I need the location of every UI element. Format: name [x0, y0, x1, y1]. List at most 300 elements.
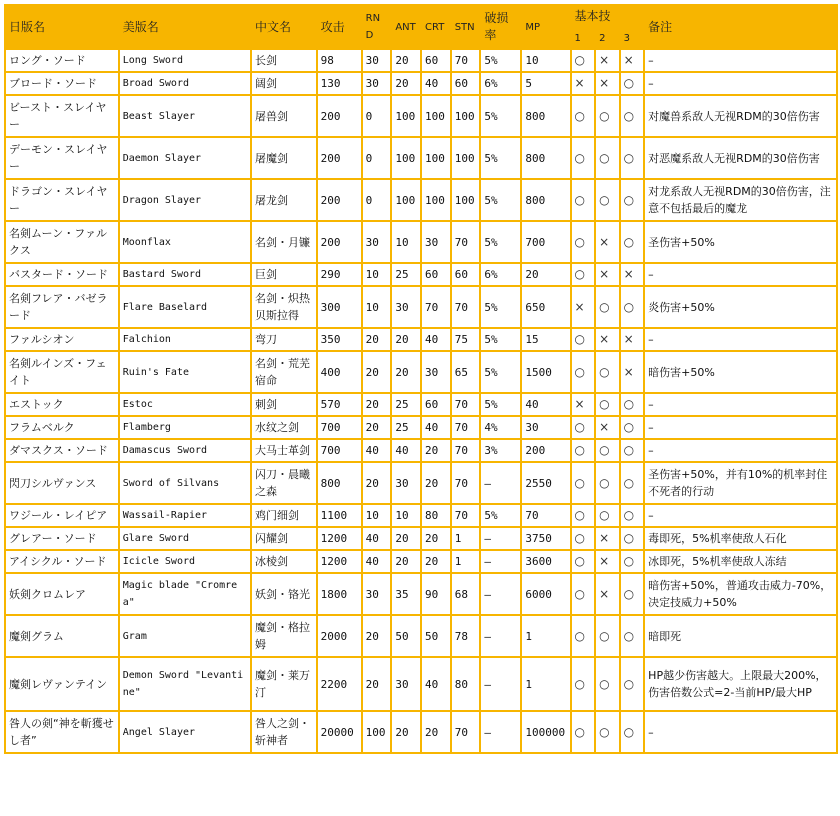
mp-cell: 1500	[522, 352, 569, 392]
skill-3-cell	[621, 658, 644, 710]
rnd-cell: 30	[363, 50, 391, 71]
mp-cell: 1	[522, 658, 569, 710]
crt-cell: 30	[422, 352, 450, 392]
jp-name-cell: ドラゴン・スレイヤー	[6, 180, 118, 220]
jp-name-cell: 咎人の剣“神を斬獲せし者”	[6, 712, 118, 752]
weapon-table-body	[6, 50, 836, 752]
crt-cell: 80	[422, 505, 450, 526]
break-rate-cell: –	[481, 658, 520, 710]
jp-name-cell: ブロード・ソード	[6, 73, 118, 94]
skill-1-cell	[572, 138, 595, 178]
skill-3-mark: ×	[623, 332, 634, 346]
us-name-cell: Beast Slayer	[120, 96, 250, 136]
header-attack: 攻击	[318, 6, 361, 48]
note-cell: –	[645, 264, 836, 285]
header-rnd: RND	[363, 6, 391, 48]
rnd-cell: 40	[363, 551, 391, 572]
skill-1-cell	[572, 528, 595, 549]
skill-2-cell	[596, 528, 619, 549]
crt-cell: 20	[422, 712, 450, 752]
rnd-cell: 20	[363, 417, 391, 438]
cn-name-cell: 屠兽剑	[252, 96, 316, 136]
skill-3-mark: ○	[623, 724, 635, 739]
skill-2-cell	[596, 352, 619, 392]
crt-cell: 60	[422, 394, 450, 415]
jp-name-cell: 名剣ムーン・ファルクス	[6, 222, 118, 262]
attack-cell: 800	[318, 463, 361, 503]
skill-1-mark: ○	[574, 420, 586, 434]
attack-cell: 1200	[318, 528, 361, 549]
skill-2-mark: ×	[599, 420, 610, 434]
skill-3-mark: ○	[623, 397, 635, 411]
skill-2-cell	[596, 73, 619, 94]
break-rate-cell: 5%	[481, 138, 520, 178]
mp-cell: 40	[522, 394, 569, 415]
mp-cell: 30	[522, 417, 569, 438]
attack-cell: 200	[318, 138, 361, 178]
table-row	[6, 222, 836, 262]
rnd-cell: 20	[363, 352, 391, 392]
skill-3-mark: ○	[623, 586, 635, 601]
jp-name-cell: フラムベルク	[6, 417, 118, 438]
skill-1-mark: ×	[574, 397, 585, 411]
skill-3-mark: ○	[623, 554, 635, 568]
crt-cell: 20	[422, 551, 450, 572]
us-name-cell: Daemon Slayer	[120, 138, 250, 178]
skill-2-mark: ○	[599, 108, 610, 123]
stn-cell: 1	[452, 528, 480, 549]
stn-cell: 65	[452, 352, 480, 392]
us-name-cell: Bastard Sword	[120, 264, 250, 285]
skill-1-mark: ○	[574, 53, 586, 67]
crt-cell: 40	[422, 417, 450, 438]
us-name-cell: Magic blade "Cromrea"	[120, 574, 250, 614]
ant-cell: 20	[392, 528, 420, 549]
break-rate-cell: 5%	[481, 96, 520, 136]
jp-name-cell: 魔剣グラム	[6, 616, 118, 656]
break-rate-cell: –	[481, 463, 520, 503]
attack-cell: 1100	[318, 505, 361, 526]
break-rate-cell: 5%	[481, 50, 520, 71]
skill-3-cell	[621, 352, 644, 392]
jp-name-cell: ワジール・レイピア	[6, 505, 118, 526]
skill-3-mark: ×	[623, 364, 634, 379]
table-row	[6, 574, 836, 614]
jp-name-cell: バスタード・ソード	[6, 264, 118, 285]
jp-name-cell: ロング・ソード	[6, 50, 118, 71]
skill-2-cell	[596, 551, 619, 572]
rnd-cell: 20	[363, 463, 391, 503]
mp-cell: 3600	[522, 551, 569, 572]
jp-name-cell: ダマスクス・ソード	[6, 440, 118, 461]
table-row	[6, 417, 836, 438]
stn-cell: 70	[452, 50, 480, 71]
us-name-cell: Moonflax	[120, 222, 250, 262]
break-rate-cell: 5%	[481, 394, 520, 415]
skill-2-mark: ×	[599, 554, 610, 568]
crt-cell: 100	[422, 180, 450, 220]
note-cell: –	[645, 50, 836, 71]
header-skill-2: 2	[596, 28, 619, 48]
crt-cell: 20	[422, 440, 450, 461]
header-note: 备注	[645, 6, 836, 48]
cn-name-cell: 名剑・月镰	[252, 222, 316, 262]
ant-cell: 50	[392, 616, 420, 656]
us-name-cell: Flamberg	[120, 417, 250, 438]
attack-cell: 290	[318, 264, 361, 285]
note-cell: –	[645, 712, 836, 752]
note-cell: 对魔兽系敌人无视RDM的30倍伤害	[645, 96, 836, 136]
skill-3-cell	[621, 712, 644, 752]
skill-1-cell	[572, 73, 595, 94]
ant-cell: 35	[392, 574, 420, 614]
table-row	[6, 394, 836, 415]
crt-cell: 100	[422, 96, 450, 136]
mp-cell: 800	[522, 96, 569, 136]
note-cell: –	[645, 505, 836, 526]
jp-name-cell: 閃刀シルヴァンス	[6, 463, 118, 503]
skill-2-mark: ×	[599, 531, 610, 545]
cn-name-cell: 名剑・炽热贝斯拉得	[252, 287, 316, 327]
skill-1-cell	[572, 394, 595, 415]
note-cell: –	[645, 329, 836, 350]
mp-cell: 6000	[522, 574, 569, 614]
skill-3-mark: ×	[623, 267, 634, 281]
table-row	[6, 658, 836, 710]
crt-cell: 70	[422, 287, 450, 327]
skill-3-cell	[621, 463, 644, 503]
weapon-table	[4, 4, 838, 754]
skill-3-cell	[621, 222, 644, 262]
skill-3-cell	[621, 96, 644, 136]
skill-2-cell	[596, 616, 619, 656]
rnd-cell: 20	[363, 394, 391, 415]
cn-name-cell: 名剑・荒芜宿命	[252, 352, 316, 392]
note-cell: –	[645, 394, 836, 415]
attack-cell: 2200	[318, 658, 361, 710]
break-rate-cell: –	[481, 574, 520, 614]
rnd-cell: 30	[363, 222, 391, 262]
us-name-cell: Estoc	[120, 394, 250, 415]
attack-cell: 200	[318, 180, 361, 220]
table-row	[6, 352, 836, 392]
table-row	[6, 616, 836, 656]
skill-3-cell	[621, 505, 644, 526]
skill-1-cell	[572, 352, 595, 392]
stn-cell: 80	[452, 658, 480, 710]
us-name-cell: Broad Sword	[120, 73, 250, 94]
jp-name-cell: エストック	[6, 394, 118, 415]
skill-2-cell	[596, 574, 619, 614]
rnd-cell: 10	[363, 505, 391, 526]
stn-cell: 70	[452, 287, 480, 327]
rnd-cell: 40	[363, 528, 391, 549]
cn-name-cell: 屠龙剑	[252, 180, 316, 220]
ant-cell: 20	[392, 50, 420, 71]
rnd-cell: 20	[363, 658, 391, 710]
rnd-cell: 10	[363, 287, 391, 327]
rnd-cell: 30	[363, 73, 391, 94]
break-rate-cell: –	[481, 712, 520, 752]
skill-2-mark: ○	[599, 192, 610, 207]
skill-1-mark: ○	[574, 443, 586, 457]
skill-3-mark: ×	[623, 53, 634, 67]
skill-2-mark: ×	[599, 586, 610, 601]
cn-name-cell: 弯刀	[252, 329, 316, 350]
cn-name-cell: 阔剑	[252, 73, 316, 94]
attack-cell: 1800	[318, 574, 361, 614]
table-row	[6, 712, 836, 752]
skill-3-cell	[621, 264, 644, 285]
ant-cell: 100	[392, 180, 420, 220]
break-rate-cell: 3%	[481, 440, 520, 461]
crt-cell: 30	[422, 222, 450, 262]
cn-name-cell: 长剑	[252, 50, 316, 71]
stn-cell: 70	[452, 505, 480, 526]
skill-3-mark: ○	[623, 443, 635, 457]
attack-cell: 400	[318, 352, 361, 392]
crt-cell: 20	[422, 528, 450, 549]
attack-cell: 200	[318, 96, 361, 136]
jp-name-cell: 魔剣レヴァンテイン	[6, 658, 118, 710]
break-rate-cell: 5%	[481, 180, 520, 220]
header-jp-name: 日版名	[6, 6, 118, 48]
stn-cell: 68	[452, 574, 480, 614]
break-rate-cell: 6%	[481, 73, 520, 94]
table-row	[6, 287, 836, 327]
attack-cell: 700	[318, 417, 361, 438]
stn-cell: 70	[452, 712, 480, 752]
ant-cell: 20	[392, 352, 420, 392]
header-basic-skill: 基本技	[572, 6, 644, 26]
break-rate-cell: 5%	[481, 352, 520, 392]
skill-1-cell	[572, 574, 595, 614]
break-rate-cell: –	[481, 551, 520, 572]
us-name-cell: Demon Sword "Levantine"	[120, 658, 250, 710]
stn-cell: 75	[452, 329, 480, 350]
skill-2-mark: ○	[599, 628, 610, 643]
skill-1-cell	[572, 658, 595, 710]
note-cell: 对恶魔系敌人无视RDM的30倍伤害	[645, 138, 836, 178]
cn-name-cell: 大马士革剑	[252, 440, 316, 461]
skill-3-cell	[621, 287, 644, 327]
stn-cell: 70	[452, 463, 480, 503]
stn-cell: 100	[452, 180, 480, 220]
skill-3-cell	[621, 50, 644, 71]
note-cell: 冰即死，5%机率使敌人冻结	[645, 551, 836, 572]
table-row	[6, 180, 836, 220]
mp-cell: 700	[522, 222, 569, 262]
us-name-cell: Gram	[120, 616, 250, 656]
skill-3-mark: ○	[623, 475, 635, 490]
us-name-cell: Glare Sword	[120, 528, 250, 549]
rnd-cell: 0	[363, 138, 391, 178]
stn-cell: 100	[452, 138, 480, 178]
attack-cell: 98	[318, 50, 361, 71]
us-name-cell: Sword of Silvans	[120, 463, 250, 503]
ant-cell: 25	[392, 417, 420, 438]
skill-1-mark: ○	[574, 108, 586, 123]
skill-2-mark: ○	[599, 676, 610, 691]
header-mp: MP	[522, 6, 569, 48]
skill-2-cell	[596, 138, 619, 178]
skill-1-mark: ○	[574, 475, 586, 490]
skill-2-mark: ○	[599, 508, 610, 522]
skill-3-cell	[621, 394, 644, 415]
stn-cell: 70	[452, 417, 480, 438]
ant-cell: 20	[392, 73, 420, 94]
stn-cell: 70	[452, 394, 480, 415]
mp-cell: 650	[522, 287, 569, 327]
jp-name-cell: 妖剣クロムレア	[6, 574, 118, 614]
skill-3-mark: ○	[623, 531, 635, 545]
crt-cell: 40	[422, 329, 450, 350]
header-skill-1: 1	[572, 28, 595, 48]
attack-cell: 300	[318, 287, 361, 327]
skill-2-cell	[596, 50, 619, 71]
skill-2-cell	[596, 417, 619, 438]
skill-2-cell	[596, 394, 619, 415]
skill-2-mark: ×	[599, 332, 610, 346]
attack-cell: 570	[318, 394, 361, 415]
crt-cell: 20	[422, 463, 450, 503]
ant-cell: 30	[392, 658, 420, 710]
skill-1-cell	[572, 180, 595, 220]
skill-2-mark: ○	[599, 299, 610, 314]
cn-name-cell: 魔剑・莱万汀	[252, 658, 316, 710]
mp-cell: 5	[522, 73, 569, 94]
skill-1-mark: ○	[574, 628, 586, 643]
mp-cell: 200	[522, 440, 569, 461]
note-cell: HP越少伤害越大。上限最大200%，伤害倍数公式=2-当前HP/最大HP	[645, 658, 836, 710]
ant-cell: 30	[392, 287, 420, 327]
skill-3-cell	[621, 138, 644, 178]
cn-name-cell: 巨剑	[252, 264, 316, 285]
jp-name-cell: アイシクル・ソード	[6, 551, 118, 572]
skill-1-cell	[572, 440, 595, 461]
skill-3-cell	[621, 440, 644, 461]
skill-3-cell	[621, 73, 644, 94]
us-name-cell: Flare Baselard	[120, 287, 250, 327]
crt-cell: 60	[422, 50, 450, 71]
attack-cell: 350	[318, 329, 361, 350]
rnd-cell: 20	[363, 329, 391, 350]
ant-cell: 25	[392, 394, 420, 415]
skill-1-mark: ○	[574, 364, 586, 379]
cn-name-cell: 妖剑・铬光	[252, 574, 316, 614]
note-cell: 暗伤害+50%	[645, 352, 836, 392]
skill-3-mark: ○	[623, 676, 635, 691]
note-cell: 毒即死，5%机率使敌人石化	[645, 528, 836, 549]
skill-1-mark: ○	[574, 676, 586, 691]
skill-2-mark: ×	[599, 267, 610, 281]
rnd-cell: 100	[363, 712, 391, 752]
skill-3-cell	[621, 616, 644, 656]
ant-cell: 40	[392, 440, 420, 461]
jp-name-cell: ビースト・スレイヤー	[6, 96, 118, 136]
skill-1-mark: ×	[574, 76, 585, 90]
skill-1-cell	[572, 96, 595, 136]
table-row	[6, 551, 836, 572]
skill-1-mark: ○	[574, 150, 586, 165]
skill-1-cell	[572, 417, 595, 438]
skill-2-mark: ×	[599, 234, 610, 249]
attack-cell: 1200	[318, 551, 361, 572]
jp-name-cell: デーモン・スレイヤー	[6, 138, 118, 178]
cn-name-cell: 咎人之剑・斩神者	[252, 712, 316, 752]
skill-1-cell	[572, 329, 595, 350]
skill-3-cell	[621, 180, 644, 220]
skill-2-cell	[596, 287, 619, 327]
crt-cell: 40	[422, 73, 450, 94]
cn-name-cell: 魔剑・格拉姆	[252, 616, 316, 656]
skill-2-cell	[596, 264, 619, 285]
header-stn: STN	[452, 6, 480, 48]
skill-2-cell	[596, 440, 619, 461]
cn-name-cell: 刺剑	[252, 394, 316, 415]
mp-cell: 800	[522, 138, 569, 178]
break-rate-cell: 5%	[481, 287, 520, 327]
skill-3-mark: ○	[623, 76, 635, 90]
cn-name-cell: 水纹之剑	[252, 417, 316, 438]
skill-1-cell	[572, 616, 595, 656]
jp-name-cell: ファルシオン	[6, 329, 118, 350]
rnd-cell: 0	[363, 96, 391, 136]
crt-cell: 40	[422, 658, 450, 710]
rnd-cell: 10	[363, 264, 391, 285]
mp-cell: 3750	[522, 528, 569, 549]
skill-3-cell	[621, 574, 644, 614]
table-row	[6, 50, 836, 71]
ant-cell: 20	[392, 551, 420, 572]
skill-1-cell	[572, 50, 595, 71]
stn-cell: 70	[452, 222, 480, 262]
rnd-cell: 0	[363, 180, 391, 220]
break-rate-cell: 5%	[481, 329, 520, 350]
skill-1-cell	[572, 712, 595, 752]
skill-1-mark: ○	[574, 267, 586, 281]
skill-1-cell	[572, 287, 595, 327]
skill-2-mark: ○	[599, 475, 610, 490]
skill-1-mark: ○	[574, 508, 586, 522]
ant-cell: 20	[392, 329, 420, 350]
skill-2-mark: ○	[599, 397, 610, 411]
skill-1-mark: ○	[574, 192, 586, 207]
mp-cell: 70	[522, 505, 569, 526]
crt-cell: 90	[422, 574, 450, 614]
mp-cell: 20	[522, 264, 569, 285]
cn-name-cell: 闪刀・晨曦之森	[252, 463, 316, 503]
note-cell: 圣伤害+50%	[645, 222, 836, 262]
note-cell: 暗即死	[645, 616, 836, 656]
attack-cell: 2000	[318, 616, 361, 656]
skill-3-mark: ○	[623, 420, 635, 434]
break-rate-cell: 5%	[481, 505, 520, 526]
ant-cell: 25	[392, 264, 420, 285]
skill-2-cell	[596, 463, 619, 503]
skill-3-mark: ○	[623, 234, 635, 249]
skill-2-mark: ○	[599, 724, 610, 739]
table-row	[6, 96, 836, 136]
ant-cell: 20	[392, 712, 420, 752]
jp-name-cell: 名剣ルインズ・フェイト	[6, 352, 118, 392]
table-row	[6, 264, 836, 285]
skill-3-mark: ○	[623, 508, 635, 522]
rnd-cell: 40	[363, 440, 391, 461]
skill-2-cell	[596, 658, 619, 710]
skill-3-cell	[621, 551, 644, 572]
header-crt: CRT	[422, 6, 450, 48]
